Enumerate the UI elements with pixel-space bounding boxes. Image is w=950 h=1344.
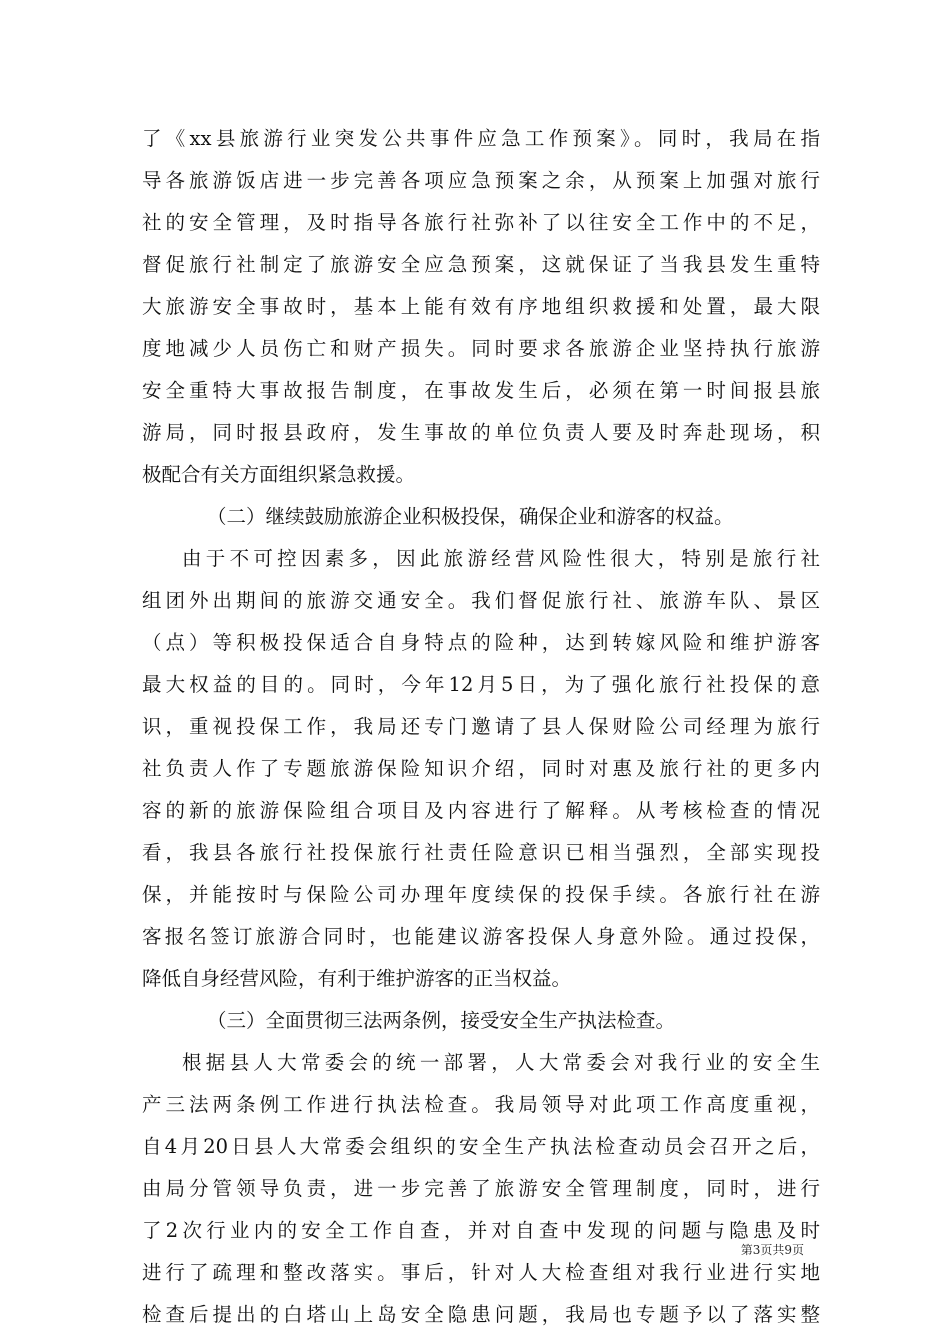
section-heading: （二）继续鼓励旅游企业积极投保，确保企业和游客的权益。	[207, 505, 734, 528]
page-number-footer: 第3页共9页	[740, 1243, 804, 1257]
text-line: 游局，同时报县政府，发生事故的单位负责人要及时奔赴现场，积	[142, 421, 820, 444]
text-line: 检查后提出的白塔山上岛安全隐患问题，我局也专题予以了落实整	[142, 1303, 820, 1326]
text-line: 进行了疏理和整改落实。事后，针对人大检查组对我行业进行实地	[142, 1261, 820, 1284]
text-line: 度地减少人员伤亡和财产损失。同时要求各旅游企业坚持执行旅游	[142, 337, 820, 360]
text-line: 社的安全管理，及时指导各旅行社弥补了以往安全工作中的不足，	[142, 211, 820, 234]
paragraph-first-line: 由于不可控因素多，因此旅游经营风险性很大，特别是旅行社	[182, 547, 820, 570]
text-line: 大旅游安全事故时，基本上能有效有序地组织救援和处置，最大限	[142, 295, 820, 318]
text-line: 容的新的旅游保险组合项目及内容进行了解释。从考核检查的情况	[142, 799, 820, 822]
text-line: 客报名签订旅游合同时，也能建议游客投保人身意外险。通过投保，	[142, 925, 820, 948]
text-line: 导各旅游饭店进一步完善各项应急预案之余，从预案上加强对旅行	[142, 169, 820, 192]
section-heading: （三）全面贯彻三法两条例，接受安全生产执法检查。	[207, 1009, 676, 1032]
text-line: 组团外出期间的旅游交通安全。我们督促旅行社、旅游车队、景区	[142, 589, 820, 612]
text-line: 极配合有关方面组织紧急救援。	[142, 463, 416, 486]
text-line: 产三法两条例工作进行执法检查。我局领导对此项工作高度重视，	[142, 1093, 820, 1116]
text-line: 了《xx县旅游行业突发公共事件应急工作预案》。同时，我局在指	[142, 127, 820, 150]
text-line: 看，我县各旅行社投保旅行社责任险意识已相当强烈，全部实现投	[142, 841, 820, 864]
paragraph-first-line: 根据县人大常委会的统一部署，人大常委会对我行业的安全生	[182, 1051, 820, 1074]
text-line: 最大权益的目的。同时，今年12月5日，为了强化旅行社投保的意	[142, 673, 820, 696]
text-line: 了2次行业内的安全工作自查，并对自查中发现的问题与隐患及时	[142, 1219, 820, 1242]
text-line: 社负责人作了专题旅游保险知识介绍，同时对惠及旅行社的更多内	[142, 757, 820, 780]
text-line: 安全重特大事故报告制度，在事故发生后，必须在第一时间报县旅	[142, 379, 820, 402]
text-line: 督促旅行社制定了旅游安全应急预案，这就保证了当我县发生重特	[142, 253, 820, 276]
text-line: （点）等积极投保适合自身特点的险种，达到转嫁风险和维护游客	[142, 631, 820, 654]
document-body	[142, 118, 820, 1336]
text-line: 识，重视投保工作，我局还专门邀请了县人保财险公司经理为旅行	[142, 715, 820, 738]
text-line: 保，并能按时与保险公司办理年度续保的投保手续。各旅行社在游	[142, 883, 820, 906]
text-line: 由局分管领导负责，进一步完善了旅游安全管理制度，同时，进行	[142, 1177, 820, 1200]
text-line: 自4月20日县人大常委会组织的安全生产执法检查动员会召开之后，	[142, 1135, 820, 1158]
text-line: 降低自身经营风险，有利于维护游客的正当权益。	[142, 967, 572, 990]
